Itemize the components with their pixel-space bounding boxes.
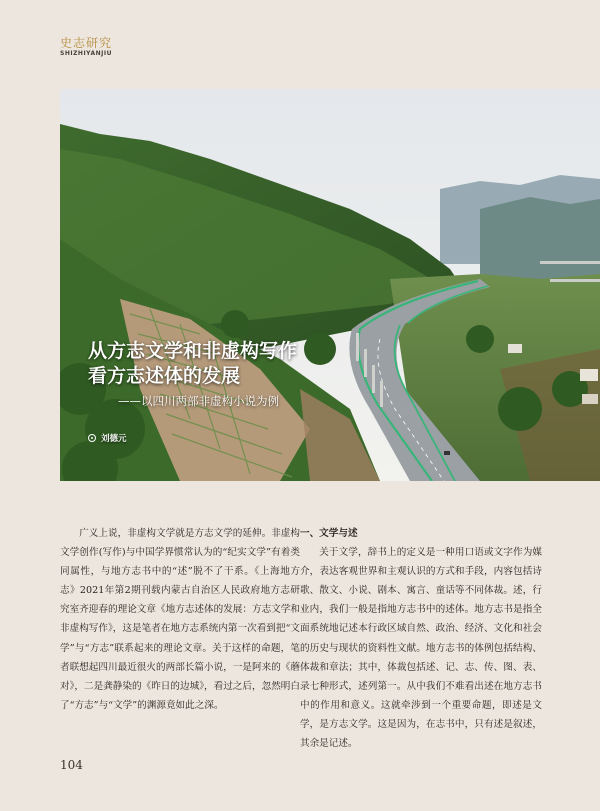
mountain-highway-image (60, 89, 600, 481)
right-column (300, 524, 542, 753)
author-name: 刘德元 (101, 434, 127, 444)
intro-paragraph: 广义上说，非虚构文学就是方志文学的延伸。非虚构文学创作(写作)与中国学界惯常认为的“纪实文学”有着类同属性，与地方志书中的“述”脱不了干系。《上海地方志》2021年第2期刊载内蒙古自治区人民政府地方志研究室齐迎春的理论文章《地方志述体的发展：方志文学和非虚构写作》，这是笔者在地方志系统内第一次看到把“文学”与“方志”联系起来的理论文章。关于这样的命题，笔者联想起四川最近很火的两部长篇小说，一是阿来的《蘑对》，二是龚静染的《昨日的边城》，看过之后，忽然明白了“方志”与“文学”的渊源竟如此之深。 (60, 528, 300, 711)
article-title-line-2: 看方志述体的发展 (88, 365, 241, 387)
article-title-line-1: 从方志文学和非虚构写作 (88, 340, 298, 362)
section-title-pinyin: SHIZHIYANJIU (60, 50, 112, 57)
article-subtitle: ——以四川两部非虚构小说为例 (118, 394, 279, 408)
section-title: 史志研究 (60, 36, 113, 50)
section-paragraph: 关于文学，辞书上的定义是一种用口语或文字作为媒介，表达客观世界和主观认识的方式和手段，内容包括诗歌、散文、小说、剧本、寓言、童话等不同体裁。述，行业内，我们一般是指地方志书中的述体。地方志书是指全面系统地记述本行政区域自然、政治、经济、文化和社会的历史与现状的资料性文献。地方志书的体例包括结构、体裁和章法；其中，体裁包括述、记、志、传、图、表、录七种形式，述列第一。从中我们不难看出述在地方志书中的作用和意义。这就牵涉到一个重要命题，即述是文学，是方志文学。这是因为，在志书中，只有述是叙述，其余是记述。 (300, 547, 542, 750)
author-bullet-icon (88, 434, 96, 442)
hero-photo (60, 89, 600, 481)
page-number: 104 (60, 758, 83, 772)
author-byline (88, 432, 127, 444)
section-heading: 一、文学与述 (300, 528, 358, 539)
left-column (60, 524, 300, 715)
section-header (60, 36, 112, 58)
article-title-block (88, 339, 388, 409)
